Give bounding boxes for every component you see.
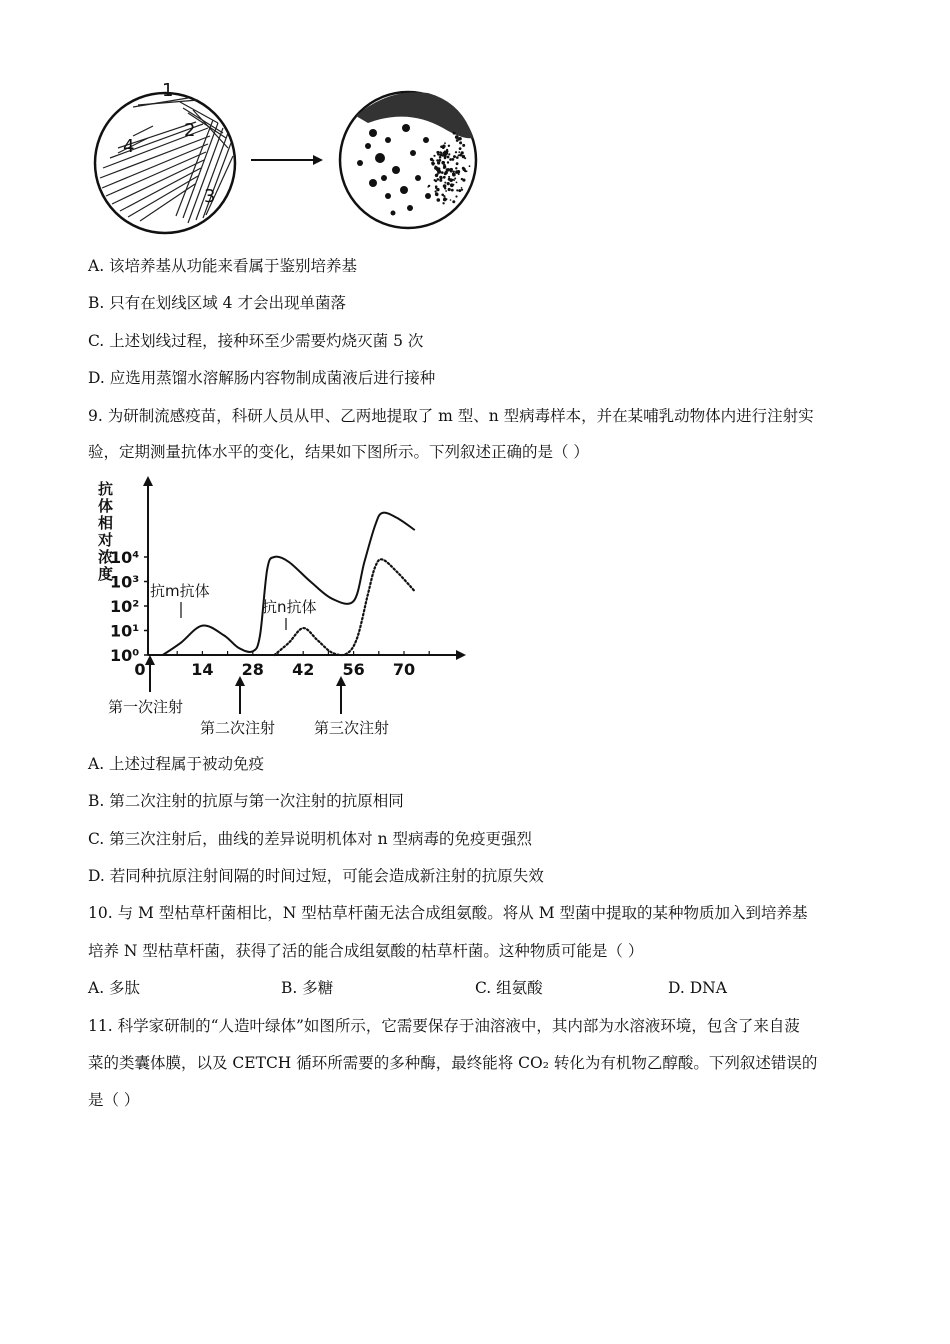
region-label-3: 3 — [204, 186, 216, 207]
region-label-4: 4 — [123, 136, 135, 157]
q11-stem-line-1: 11. 科学家研制的“人造叶绿体”如图所示，它需要保存于油溶液中，其内部为水溶液环境，包含了来自菠 — [88, 1017, 800, 1035]
y-axis-label-char: 度 — [98, 565, 114, 583]
q10-option-c: C. 组氨酸 — [475, 979, 543, 997]
y-axis-arrow-icon — [143, 476, 153, 486]
q10-option-a: A. 多肽 — [88, 979, 141, 997]
q9-option-a: A. 上述过程属于被动免疫 — [88, 755, 265, 773]
x-axis-arrow-icon — [456, 650, 466, 660]
q9-option-b: B. 第二次注射的抗原与第一次注射的抗原相同 — [88, 792, 404, 810]
y-tick-label: 10⁴ — [110, 548, 140, 567]
q9-option-d: D. 若同种抗原注射间隔的时间过短，可能会造成新注射的抗原失效 — [88, 867, 544, 885]
injection-label-3: 第三次注射 — [314, 719, 390, 737]
y-ticks — [110, 548, 148, 665]
q9-stem-line-1: 9. 为研制流感疫苗，科研人员从甲、乙两地提取了 m 型、n 型病毒样本，并在某哺乳动物体内进行注射实 — [88, 407, 814, 425]
y-axis-label-char: 体 — [98, 497, 114, 515]
y-axis-label-char: 相 — [98, 514, 114, 532]
x-tick-label: 0 — [134, 660, 146, 679]
x-tick-label: 70 — [392, 660, 416, 679]
antibody-chart — [80, 470, 480, 750]
q8-option-c: C. 上述划线过程，接种环至少需要灼烧灭菌 5 次 — [88, 332, 424, 350]
y-axis-label-char: 抗 — [98, 480, 114, 498]
q8-option-d: D. 应选用蒸馏水溶解肠内容物制成菌液后进行接种 — [88, 369, 436, 387]
injection-arrow-2 — [235, 676, 245, 714]
streak-plate-figure — [88, 78, 508, 238]
y-tick-label: 10³ — [110, 572, 140, 592]
y-axis-label-char: 浓 — [98, 548, 114, 566]
q8-option-b: B. 只有在划线区域 4 才会出现单菌落 — [88, 294, 346, 312]
injection-label-2: 第二次注射 — [200, 719, 276, 737]
injection-label-1: 第一次注射 — [108, 698, 184, 716]
q11-stem-line-2: 菜的类囊体膜，以及 CETCH 循环所需要的多种酶，最终能将 CO₂ 转化为有机物乙醇酸。下列叙述错误的 — [88, 1054, 818, 1072]
q10-stem-line-2: 培养 N 型枯草杆菌，获得了活的能合成组氨酸的枯草杆菌。这种物质可能是（ ） — [88, 942, 644, 960]
q9-stem-line-2: 验，定期测量抗体水平的变化，结果如下图所示。下列叙述正确的是（ ） — [88, 443, 589, 461]
y-tick-label: 10⁰ — [110, 646, 140, 665]
q9-option-c: C. 第三次注射后，曲线的差异说明机体对 n 型病毒的免疫更强烈 — [88, 830, 532, 848]
region-label-1: 1 — [162, 80, 174, 101]
y-axis-label-char: 对 — [98, 531, 114, 549]
x-tick-label: 14 — [191, 660, 214, 679]
q10-option-d: D. DNA — [668, 979, 727, 997]
injection-arrow-1 — [145, 655, 155, 692]
q11-stem-line-3: 是（ ） — [88, 1091, 140, 1109]
q10-option-b: B. 多糖 — [281, 979, 334, 997]
y-tick-label: 10² — [110, 597, 140, 616]
q8-option-a: A. 该培养基从功能来看属于鉴别培养基 — [88, 257, 358, 275]
y-tick-label: 10¹ — [110, 621, 140, 641]
x-tick-label: 28 — [241, 660, 264, 679]
x-tick-label: 42 — [292, 660, 315, 679]
series-label-n: 抗n抗体 — [262, 598, 317, 616]
x-tick-label: 56 — [342, 660, 365, 679]
injection-arrow-3 — [336, 676, 346, 714]
series-label-m: 抗m抗体 — [150, 582, 210, 600]
q10-stem-line-1: 10. 与 M 型枯草杆菌相比，N 型枯草杆菌无法合成组氨酸。将从 M 型菌中提取的某种物质加入到培养基 — [88, 904, 808, 922]
y-axis-label — [97, 480, 113, 583]
region-label-2: 2 — [184, 120, 196, 141]
